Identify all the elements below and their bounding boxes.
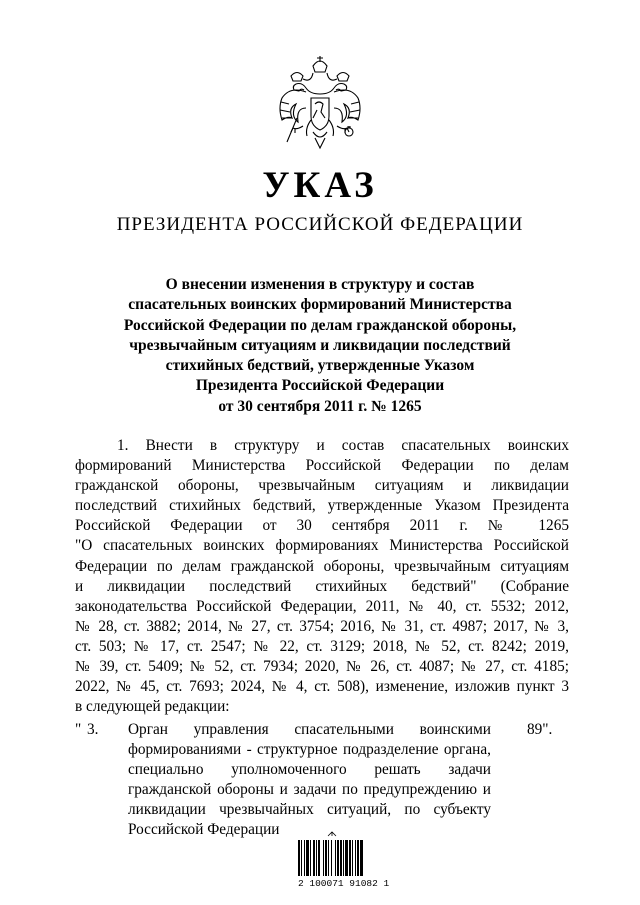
paragraph-line: Федерации по делам гражданской обороны, чрезвычайным ситуациям: [75, 557, 569, 575]
heading-line: стихийных бедствий, утвержденные Указом: [165, 357, 475, 375]
item-text: [128, 720, 491, 841]
paragraph-line: "О спасательных воинских формированиях Министерства Российской: [75, 537, 569, 555]
paragraph-line: № 28, ст. 3882; 2014, № 27, ст. 3754; 2016, № 31, ст. 4987; 2017, № 3,: [75, 617, 569, 635]
decree-subtitle: ПРЕЗИДЕНТА РОССИЙСКОЙ ФЕДЕРАЦИИ: [116, 214, 524, 235]
item-text-line: ликвидации чрезвычайных ситуаций, по субъекту: [128, 801, 491, 819]
paragraph-line: 2022, № 45, ст. 7693; 2024, № 4, ст. 508), изменение, изложив пункт 3: [75, 678, 569, 696]
heading-line: чрезвычайным ситуациям и ликвидации последствий: [129, 336, 511, 354]
heading-line: от 30 сентября 2011 г. № 1265: [218, 397, 422, 415]
decree-heading: [90, 275, 550, 417]
item-text-line: специально уполномоченного решать задачи: [128, 761, 491, 779]
paragraph-line: формирований Министерства Российской Федерации по делам: [75, 457, 569, 475]
heading-line: Президента Российской Федерации: [195, 377, 445, 395]
paragraph-line: последствий стихийных бедствий, утвержденные Указом Президента: [75, 497, 569, 515]
paragraph-line: ст. 503; № 17, ст. 2547; № 22, ст. 3129; 2018, № 52, ст. 8242; 2019,: [75, 637, 569, 655]
item-text-line: Орган управления спасательными воинскими: [128, 721, 491, 738]
russian-coat-of-arms-icon: [273, 52, 367, 154]
heading-line: спасательных воинских формирований Министерства: [128, 296, 512, 314]
decree-title: УКАЗ: [262, 165, 378, 206]
item-text-line: формированиями - структурное подразделение органа,: [128, 741, 491, 759]
heading-line: Российской Федерации по делам гражданской обороны,: [123, 316, 517, 334]
paragraph-line: № 39, ст. 5409; № 52, ст. 7934; 2020, № 26, ст. 4087; № 27, ст. 4185;: [75, 658, 569, 676]
item-text-line: гражданской обороны и задачи по предупреждению и: [128, 781, 491, 799]
item-number: 3.: [87, 721, 99, 738]
opening-quote: ": [75, 721, 82, 738]
barcode: [298, 830, 390, 894]
barcode-icon: [298, 830, 384, 878]
paragraph-line: гражданской обороны, чрезвычайным ситуациям и ликвидации: [75, 477, 569, 495]
paragraph-line: и ликвидации последствий стихийных бедствий" (Собрание: [75, 577, 569, 595]
decree-paragraph: [75, 436, 569, 717]
paragraph-line: законодательства Российской Федерации, 2011, № 40, ст. 5532; 2012,: [75, 597, 569, 615]
item-value: 89".: [527, 721, 553, 738]
item-text-line: Российской Федерации: [128, 821, 280, 839]
paragraph-line: Российской Федерации от 30 сентября 2011 г. № 1265: [75, 517, 569, 535]
paragraph-line: в следующей редакции:: [75, 698, 230, 716]
barcode-number: 2 100071 91082 1: [298, 878, 390, 889]
paragraph-line: 1. Внести в структуру и состав спасательных воинских: [117, 437, 569, 454]
heading-line: О внесении изменения в структуру и состав: [165, 276, 475, 293]
